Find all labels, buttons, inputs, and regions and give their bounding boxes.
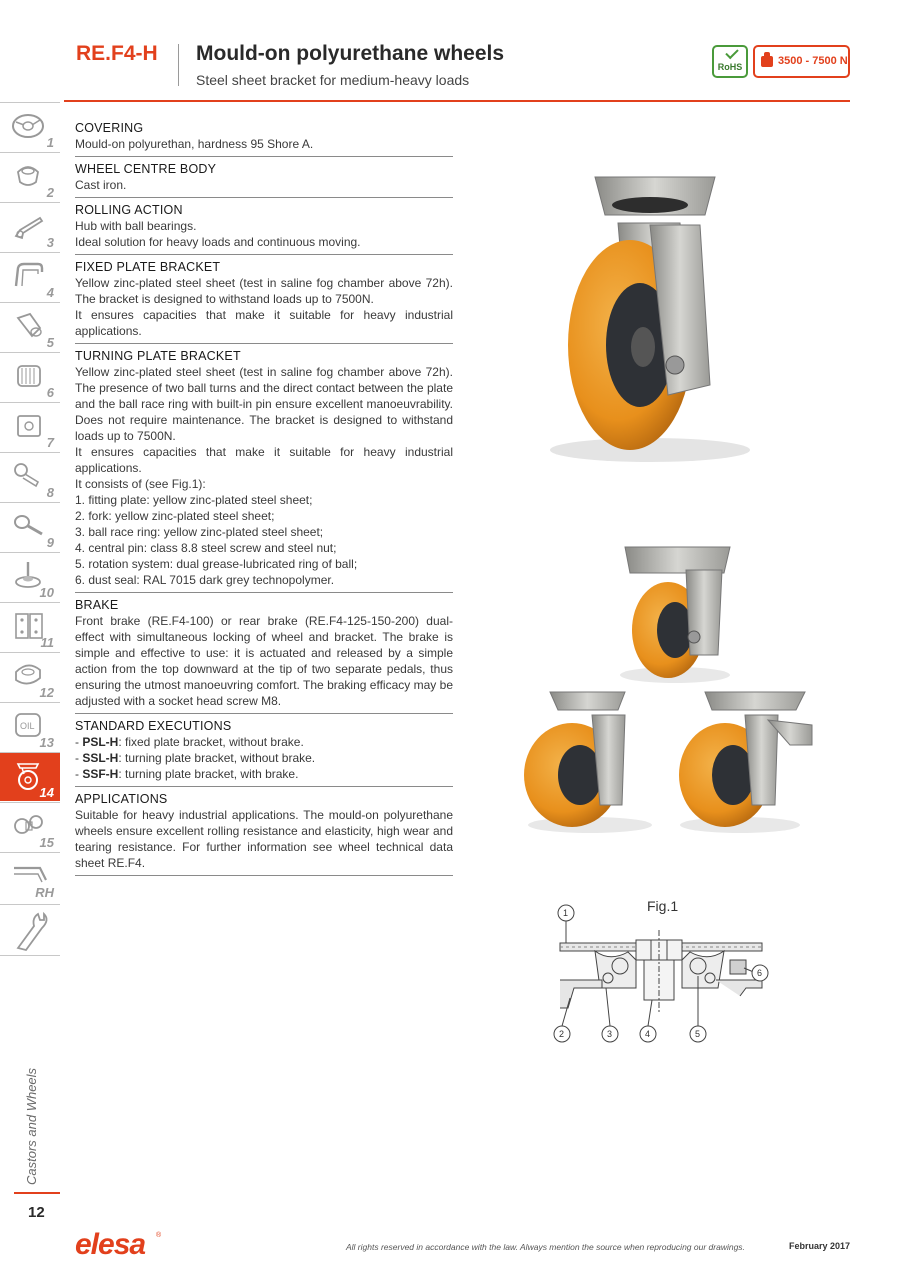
eyebolt-icon bbox=[10, 508, 50, 544]
specification-text bbox=[75, 120, 453, 880]
svg-text:OIL: OIL bbox=[20, 721, 35, 731]
callout-4: 4 bbox=[645, 1029, 651, 1039]
sidebar-item-number: 7 bbox=[46, 435, 54, 450]
section-title: STANDARD EXECUTIONS bbox=[75, 719, 232, 733]
section-text: Suitable for heavy industrial applications. The mould-on polyurethane wheels ensure excellent rolling resistance and elasticity, high wear and tearing resistance. For further information see wheel technical data sheet RE.F4. bbox=[75, 808, 453, 870]
section-applications bbox=[75, 791, 453, 876]
section-standard-executions bbox=[75, 718, 453, 787]
handwheel-icon bbox=[10, 108, 50, 144]
sidebar-item-number: 1 bbox=[46, 135, 54, 150]
section-turning-plate-bracket bbox=[75, 348, 453, 593]
sidebar-item-8[interactable] bbox=[0, 452, 60, 501]
callout-3: 3 bbox=[607, 1029, 613, 1039]
sidebar-item-number: 3 bbox=[46, 235, 54, 250]
sidebar-item-number: 15 bbox=[39, 835, 54, 850]
section-title: COVERING bbox=[75, 121, 144, 135]
execution-code: SSF-H bbox=[82, 767, 119, 781]
sidebar-item-number: 9 bbox=[46, 535, 54, 550]
sidebar-item-1[interactable] bbox=[0, 102, 60, 151]
sidebar-item-number: RH bbox=[35, 885, 54, 900]
category-label: Castors and Wheels bbox=[24, 1067, 39, 1185]
wrench-icon bbox=[10, 910, 50, 954]
section-text: It ensures capacities that make it suitable for heavy industrial applications. bbox=[75, 308, 453, 338]
publication-date: February 2017 bbox=[789, 1241, 851, 1251]
list-item: - PSL-H: fixed plate bracket, without brake. bbox=[75, 735, 304, 749]
sidebar-item-13[interactable] bbox=[0, 702, 60, 751]
sidebar-item-9[interactable] bbox=[0, 502, 60, 551]
sidebar-item-7[interactable] bbox=[0, 402, 60, 451]
section-text: Yellow zinc-plated steel sheet (test in saline fog chamber above 72h). The bracket is designed to withstand loads up to 7500N. bbox=[75, 276, 453, 306]
section-title: TURNING PLATE BRACKET bbox=[75, 349, 241, 363]
plunger-icon bbox=[10, 458, 50, 494]
section-text: It ensures capacities that make it suitable for heavy industrial applications. bbox=[75, 445, 453, 475]
lever-icon bbox=[10, 208, 50, 244]
list-item: 4. central pin: class 8.8 steel screw and steel nut; bbox=[75, 541, 337, 555]
section-fixed-plate-bracket bbox=[75, 259, 453, 344]
sidebar-item-3[interactable] bbox=[0, 202, 60, 251]
sidebar-item-number: 6 bbox=[46, 385, 54, 400]
execution-desc: : turning plate bracket, with brake. bbox=[118, 767, 299, 781]
section-title: BRAKE bbox=[75, 598, 119, 612]
handle-icon bbox=[10, 258, 50, 294]
sidebar-item-tools[interactable] bbox=[0, 904, 60, 953]
section-text: Ideal solution for heavy loads and continuous moving. bbox=[75, 235, 361, 249]
sidebar-item-number: 11 bbox=[40, 635, 54, 650]
sidebar-item-5[interactable] bbox=[0, 302, 60, 351]
execution-code: PSL-H bbox=[82, 735, 119, 749]
list-item: - SSF-H: turning plate bracket, with brake. bbox=[75, 767, 299, 781]
sidebar-item-number: 14 bbox=[39, 785, 54, 800]
header-rule bbox=[64, 100, 850, 102]
product-code: RE.F4-H bbox=[76, 42, 158, 65]
page-title: Mould-on polyurethane wheels bbox=[196, 42, 505, 65]
checkmark-icon bbox=[725, 46, 738, 59]
list-item: 6. dust seal: RAL 7015 dark grey technopolymer. bbox=[75, 573, 335, 587]
list-item: 3. ball race ring: yellow zinc-plated steel sheet; bbox=[75, 525, 324, 539]
section-title: APPLICATIONS bbox=[75, 792, 168, 806]
sidebar-item-11[interactable] bbox=[0, 602, 60, 651]
rohs-badge bbox=[712, 45, 748, 78]
sidebar-item-number: 10 bbox=[39, 585, 54, 600]
page-number-rule bbox=[14, 1192, 60, 1194]
sidebar-item-number: 5 bbox=[46, 335, 54, 350]
sidebar-divider bbox=[0, 955, 60, 956]
list-item: 5. rotation system: dual grease-lubricated ring of ball; bbox=[75, 557, 358, 571]
callout-2: 2 bbox=[559, 1029, 565, 1039]
section-title: ROLLING ACTION bbox=[75, 203, 183, 217]
elesa-logo: elesa bbox=[75, 1228, 146, 1261]
section-brake bbox=[75, 597, 453, 714]
section-wheel-centre-body bbox=[75, 161, 453, 198]
figure-1-drawing bbox=[540, 900, 780, 1050]
header-separator bbox=[178, 44, 179, 86]
page-number: 12 bbox=[28, 1204, 45, 1221]
execution-desc: : turning plate bracket, without brake. bbox=[118, 751, 316, 765]
clamp-icon bbox=[10, 408, 50, 444]
sidebar-item-number: 4 bbox=[46, 285, 54, 300]
sidebar-item-number: 12 bbox=[39, 685, 54, 700]
figure-title: Fig.1 bbox=[647, 898, 679, 914]
section-rolling-action bbox=[75, 202, 453, 255]
section-covering bbox=[75, 120, 453, 157]
list-item: 2. fork: yellow zinc-plated steel sheet; bbox=[75, 509, 275, 523]
load-range-label: 3500 - 7500 N bbox=[778, 55, 848, 67]
knurled-knob-icon bbox=[10, 358, 50, 394]
list-item: - SSL-H: turning plate bracket, without brake. bbox=[75, 751, 316, 765]
sidebar-item-2[interactable] bbox=[0, 152, 60, 201]
section-text: Front brake (RE.F4-100) or rear brake (RE.F4-125-150-200) dual-effect with simultaneous locking of wheel and bracket. The brake is simple and effective to use: it is actuated and released by a simple action from the top downward at the tip of two separate pedals, thus ensuring the utmost manoeuvring comfort. The braking efficacy may be adjusted with a socket head screw M8. bbox=[75, 614, 453, 708]
sidebar-item-number: 13 bbox=[39, 735, 54, 750]
sidebar-item-10[interactable] bbox=[0, 552, 60, 601]
rohs-label: RoHS bbox=[717, 62, 743, 72]
section-text: Cast iron. bbox=[75, 178, 127, 192]
execution-desc: : fixed plate bracket, without brake. bbox=[118, 735, 304, 749]
castor-photo-swivel-large bbox=[550, 177, 750, 462]
sidebar-item-12[interactable] bbox=[0, 652, 60, 701]
sidebar-item-rh[interactable] bbox=[0, 852, 60, 901]
registered-mark: ® bbox=[156, 1232, 162, 1239]
section-title: WHEEL CENTRE BODY bbox=[75, 162, 217, 176]
product-photos bbox=[500, 165, 860, 845]
knob-icon bbox=[10, 158, 50, 194]
sidebar-item-number: 2 bbox=[46, 185, 54, 200]
execution-code: SSL-H bbox=[82, 751, 119, 765]
section-title: FIXED PLATE BRACKET bbox=[75, 260, 221, 274]
sidebar-item-6[interactable] bbox=[0, 352, 60, 401]
plug-icon bbox=[10, 308, 50, 344]
castor-photo-swivel bbox=[524, 692, 652, 833]
sidebar-item-4[interactable] bbox=[0, 252, 60, 301]
callout-6: 6 bbox=[757, 968, 763, 978]
sidebar-item-14[interactable] bbox=[0, 752, 60, 801]
callout-5: 5 bbox=[695, 1029, 701, 1039]
sidebar-item-number: 8 bbox=[46, 485, 54, 500]
callout-1: 1 bbox=[563, 908, 569, 918]
copyright-note: All rights reserved in accordance with the law. Always mention the source when reproducing our drawings. bbox=[346, 1242, 745, 1252]
sidebar-item-15[interactable] bbox=[0, 802, 60, 851]
weight-icon bbox=[761, 56, 773, 67]
section-text: Yellow zinc-plated steel sheet (test in saline fog chamber above 72h). The presence of two ball turns and the direct contact between the plate and the ball race ring with built-in pin ensure excellent manoeuvrability. Does not require maintenance. The bracket is designed to withstand loads up to 7500N. bbox=[75, 365, 453, 443]
section-text: It consists of (see Fig.1): bbox=[75, 477, 206, 491]
castor-photo-fixed bbox=[620, 547, 730, 683]
section-text: Mould-on polyurethan, hardness 95 Shore A. bbox=[75, 137, 314, 151]
castor-photo-swivel-brake bbox=[679, 692, 812, 833]
section-text: Hub with ball bearings. bbox=[75, 219, 197, 233]
page-subtitle: Steel sheet bracket for medium-heavy loads bbox=[196, 72, 470, 88]
list-item: 1. fitting plate: yellow zinc-plated steel sheet; bbox=[75, 493, 313, 507]
load-range-badge bbox=[753, 45, 850, 78]
